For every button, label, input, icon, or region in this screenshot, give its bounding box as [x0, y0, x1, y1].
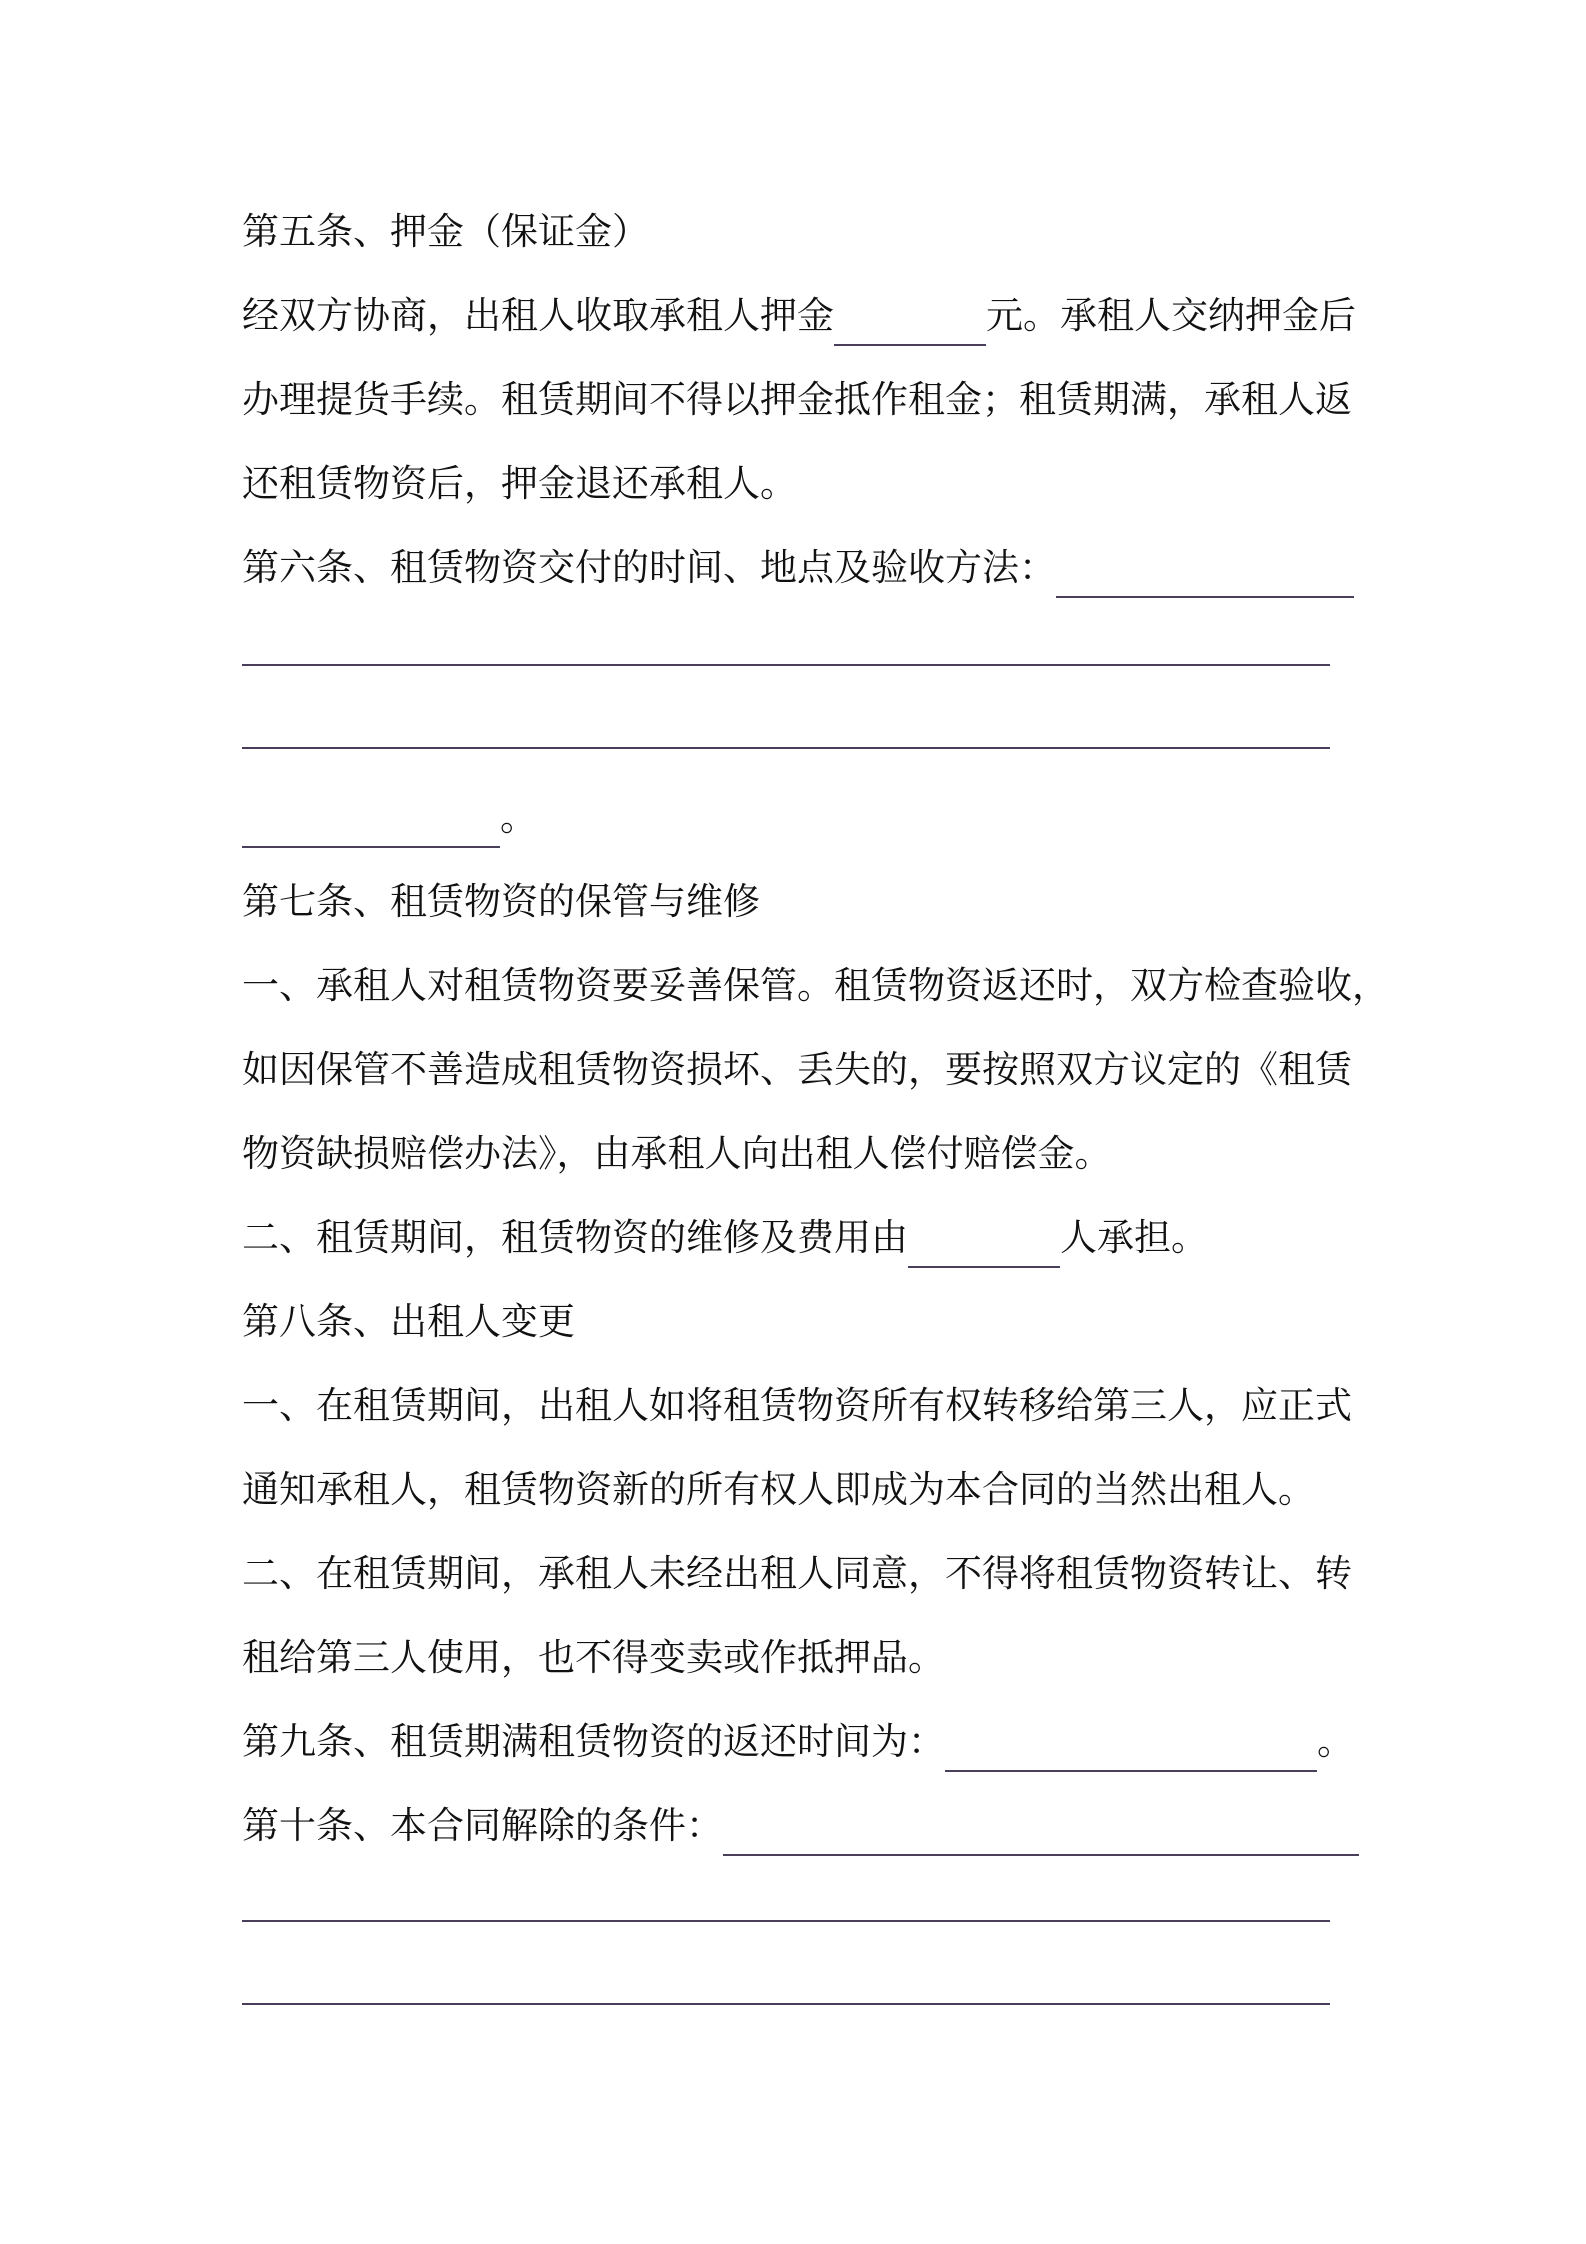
full-stop: 。 [500, 796, 537, 839]
deposit-amount-blank[interactable] [834, 288, 986, 346]
article-7-heading: 第七条、租赁物资的保管与维修 [242, 880, 760, 923]
article-6-text: 第六条、租赁物资交付的时间、地点及验收方法： [242, 546, 1056, 589]
maintenance-text-end: 人承担。 [1060, 1216, 1208, 1259]
delivery-method-end-line [242, 790, 537, 848]
article-8-clause-1-line-1: 一、在租赁期间，出租人如将租赁物资所有权转移给第三人，应正式 [242, 1384, 1352, 1427]
termination-conditions-blank[interactable] [723, 1798, 1359, 1856]
article-10-line [242, 1798, 1359, 1856]
article-5-heading: 第五条、押金（保证金） [242, 210, 649, 253]
deposit-line [242, 288, 1356, 346]
article-9-line [242, 1714, 1354, 1772]
deposit-text-start: 经双方协商，出租人收取承租人押金 [242, 294, 834, 337]
full-stop: 。 [1317, 1720, 1354, 1763]
article-7-clause-1-line-2: 如因保管不善造成租赁物资损坏、丢失的，要按照双方议定的《租赁 [242, 1048, 1352, 1091]
article-7-clause-2 [242, 1210, 1208, 1268]
article-10-text: 第十条、本合同解除的条件： [242, 1804, 723, 1847]
deposit-text-end: 元。承租人交纳押金后 [986, 294, 1356, 337]
deposit-line-2: 办理提货手续。租赁期间不得以押金抵作租金；租赁期满，承租人返 [242, 378, 1352, 421]
article-7-clause-1-line-3: 物资缺损赔偿办法》，由承租人向出租人偿付赔偿金。 [242, 1132, 1112, 1175]
maintenance-text-start: 二、租赁期间，租赁物资的维修及费用由 [242, 1216, 908, 1259]
termination-conditions-blank-line-3[interactable] [242, 2003, 1330, 2005]
article-6-line [242, 540, 1354, 598]
article-8-clause-2-line-2: 租给第三人使用，也不得变卖或作抵押品。 [242, 1636, 945, 1679]
termination-conditions-blank-line-2[interactable] [242, 1920, 1330, 1922]
article-8-clause-1-line-2: 通知承租人，租赁物资新的所有权人即成为本合同的当然出租人。 [242, 1468, 1315, 1511]
return-time-blank[interactable] [945, 1714, 1317, 1772]
delivery-method-blank-line-3[interactable] [242, 747, 1330, 749]
article-8-heading: 第八条、出租人变更 [242, 1300, 575, 1343]
article-7-clause-1-line-1: 一、承租人对租赁物资要妥善保管。租赁物资返还时，双方检查验收， [242, 964, 1389, 1007]
article-8-clause-2-line-1: 二、在租赁期间，承租人未经出租人同意，不得将租赁物资转让、转 [242, 1552, 1352, 1595]
delivery-method-blank[interactable] [1056, 540, 1354, 598]
article-9-text: 第九条、租赁期满租赁物资的返还时间为： [242, 1720, 945, 1763]
maintenance-party-blank[interactable] [908, 1210, 1060, 1268]
delivery-method-blank-line-2[interactable] [242, 664, 1330, 666]
delivery-method-blank-end[interactable] [242, 790, 500, 848]
deposit-line-3: 还租赁物资后，押金退还承租人。 [242, 462, 797, 505]
